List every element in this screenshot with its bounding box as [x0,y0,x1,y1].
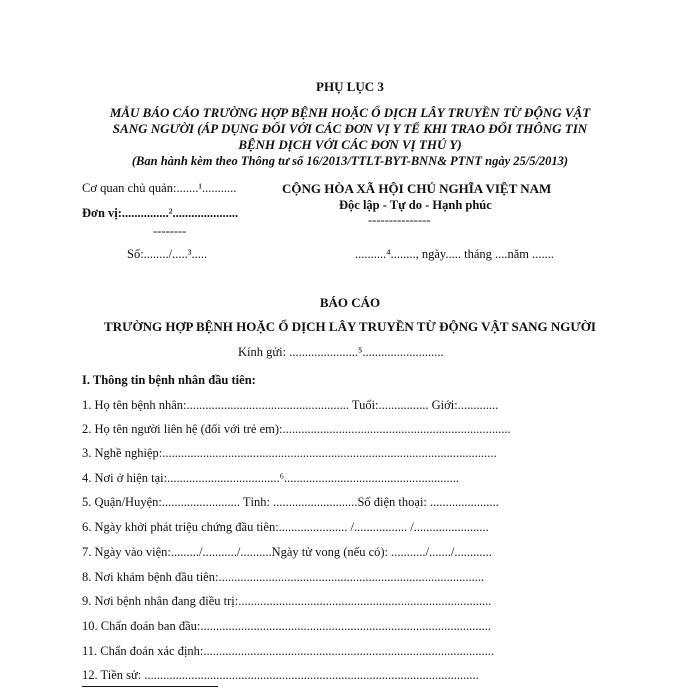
document-number: Số:......../.....³..... [127,247,208,261]
unit-divider: -------- [153,224,187,238]
recipient-line: Kính gửi: ......................⁵.......................... [238,345,444,359]
place-date-line: ..........⁴........, ngày..... tháng ....năm ....... [355,247,555,261]
report-title: BÁO CÁO [319,295,381,310]
issued-note: (Ban hành kèm theo Thông tư số 16/2013/TTLT-BYT-BNN& PTNT ngày 25/5/2013) [131,154,569,168]
field-medical-history: 12. Tiền sử: ........................................................................................................... [82,668,479,682]
section-1-heading: I. Thông tin bệnh nhân đầu tiên: [82,373,256,387]
report-subtitle: TRƯỜNG HỢP BỆNH HOẶC Ổ DỊCH LÂY TRUYỀN TỪ ĐỘNG VẬT SANG NGƯỜI [104,319,596,334]
field-initial-diagnosis: 10. Chẩn đoán ban đầu:............................................................................................. [82,619,492,633]
national-title: CỘNG HÒA XÃ HỘI CHỦ NGHĨA VIỆT NAM [282,181,552,196]
field-current-address: 4. Nơi ở hiện tại:....................................⁶........................................................ [82,471,459,485]
reporting-unit: Đơn vị:...............²..................... [82,206,239,220]
field-symptom-onset-date: 6. Ngày khởi phát triệu chứng đầu tiên:...................... /................. /........................ [82,520,489,534]
appendix-subtitle-line-3: BỆNH DỊCH VỚI CÁC ĐƠN VỊ THÚ Y) [238,137,462,152]
field-confirmed-diagnosis: 11. Chẩn đoán xác định:............................................................................................. [82,644,495,658]
appendix-subtitle-line-1: MẪU BÁO CÁO TRƯỜNG HỢP BỆNH HOẶC Ổ DỊCH LÂY TRUYỀN TỪ ĐỘNG VẬT [109,105,591,120]
field-district-province-phone: 5. Quận/Huyện:......................... Tỉnh: ...........................Số điện thoại: ...................... [82,495,499,509]
governing-agency: Cơ quan chủ quản:.......¹........... [82,181,237,195]
field-patient-name: 1. Họ tên bệnh nhân:.................................................... Tuổi:................ Giới:............. [82,398,499,412]
field-contact-person: 2. Họ tên người liên hệ (đối với trẻ em):......................................................................... [82,422,511,436]
field-first-examination-place: 8. Nơi khám bệnh đầu tiên:..................................................................................... [82,570,485,584]
field-admission-death-date: 7. Ngày vào viện:........./.........../..........Ngày tử vong (nếu có): .........../......./............ [82,545,492,559]
appendix-subtitle-line-2: SANG NGƯỜI (ÁP DỤNG ĐỐI VỚI CÁC ĐƠN VỊ Y TẾ KHI TRAO ĐỔI THÔNG TIN [112,121,588,136]
appendix-title: PHỤ LỤC 3 [316,79,384,94]
motto-divider: --------------- [368,213,431,227]
footnote-divider [82,686,218,687]
field-treatment-place: 9. Nơi bệnh nhân đang điều trị:................................................................................. [82,594,492,608]
field-occupation: 3. Nghề nghiệp:........................................................................................................... [82,446,497,460]
national-motto: Độc lập - Tự do - Hạnh phúc [339,198,492,212]
